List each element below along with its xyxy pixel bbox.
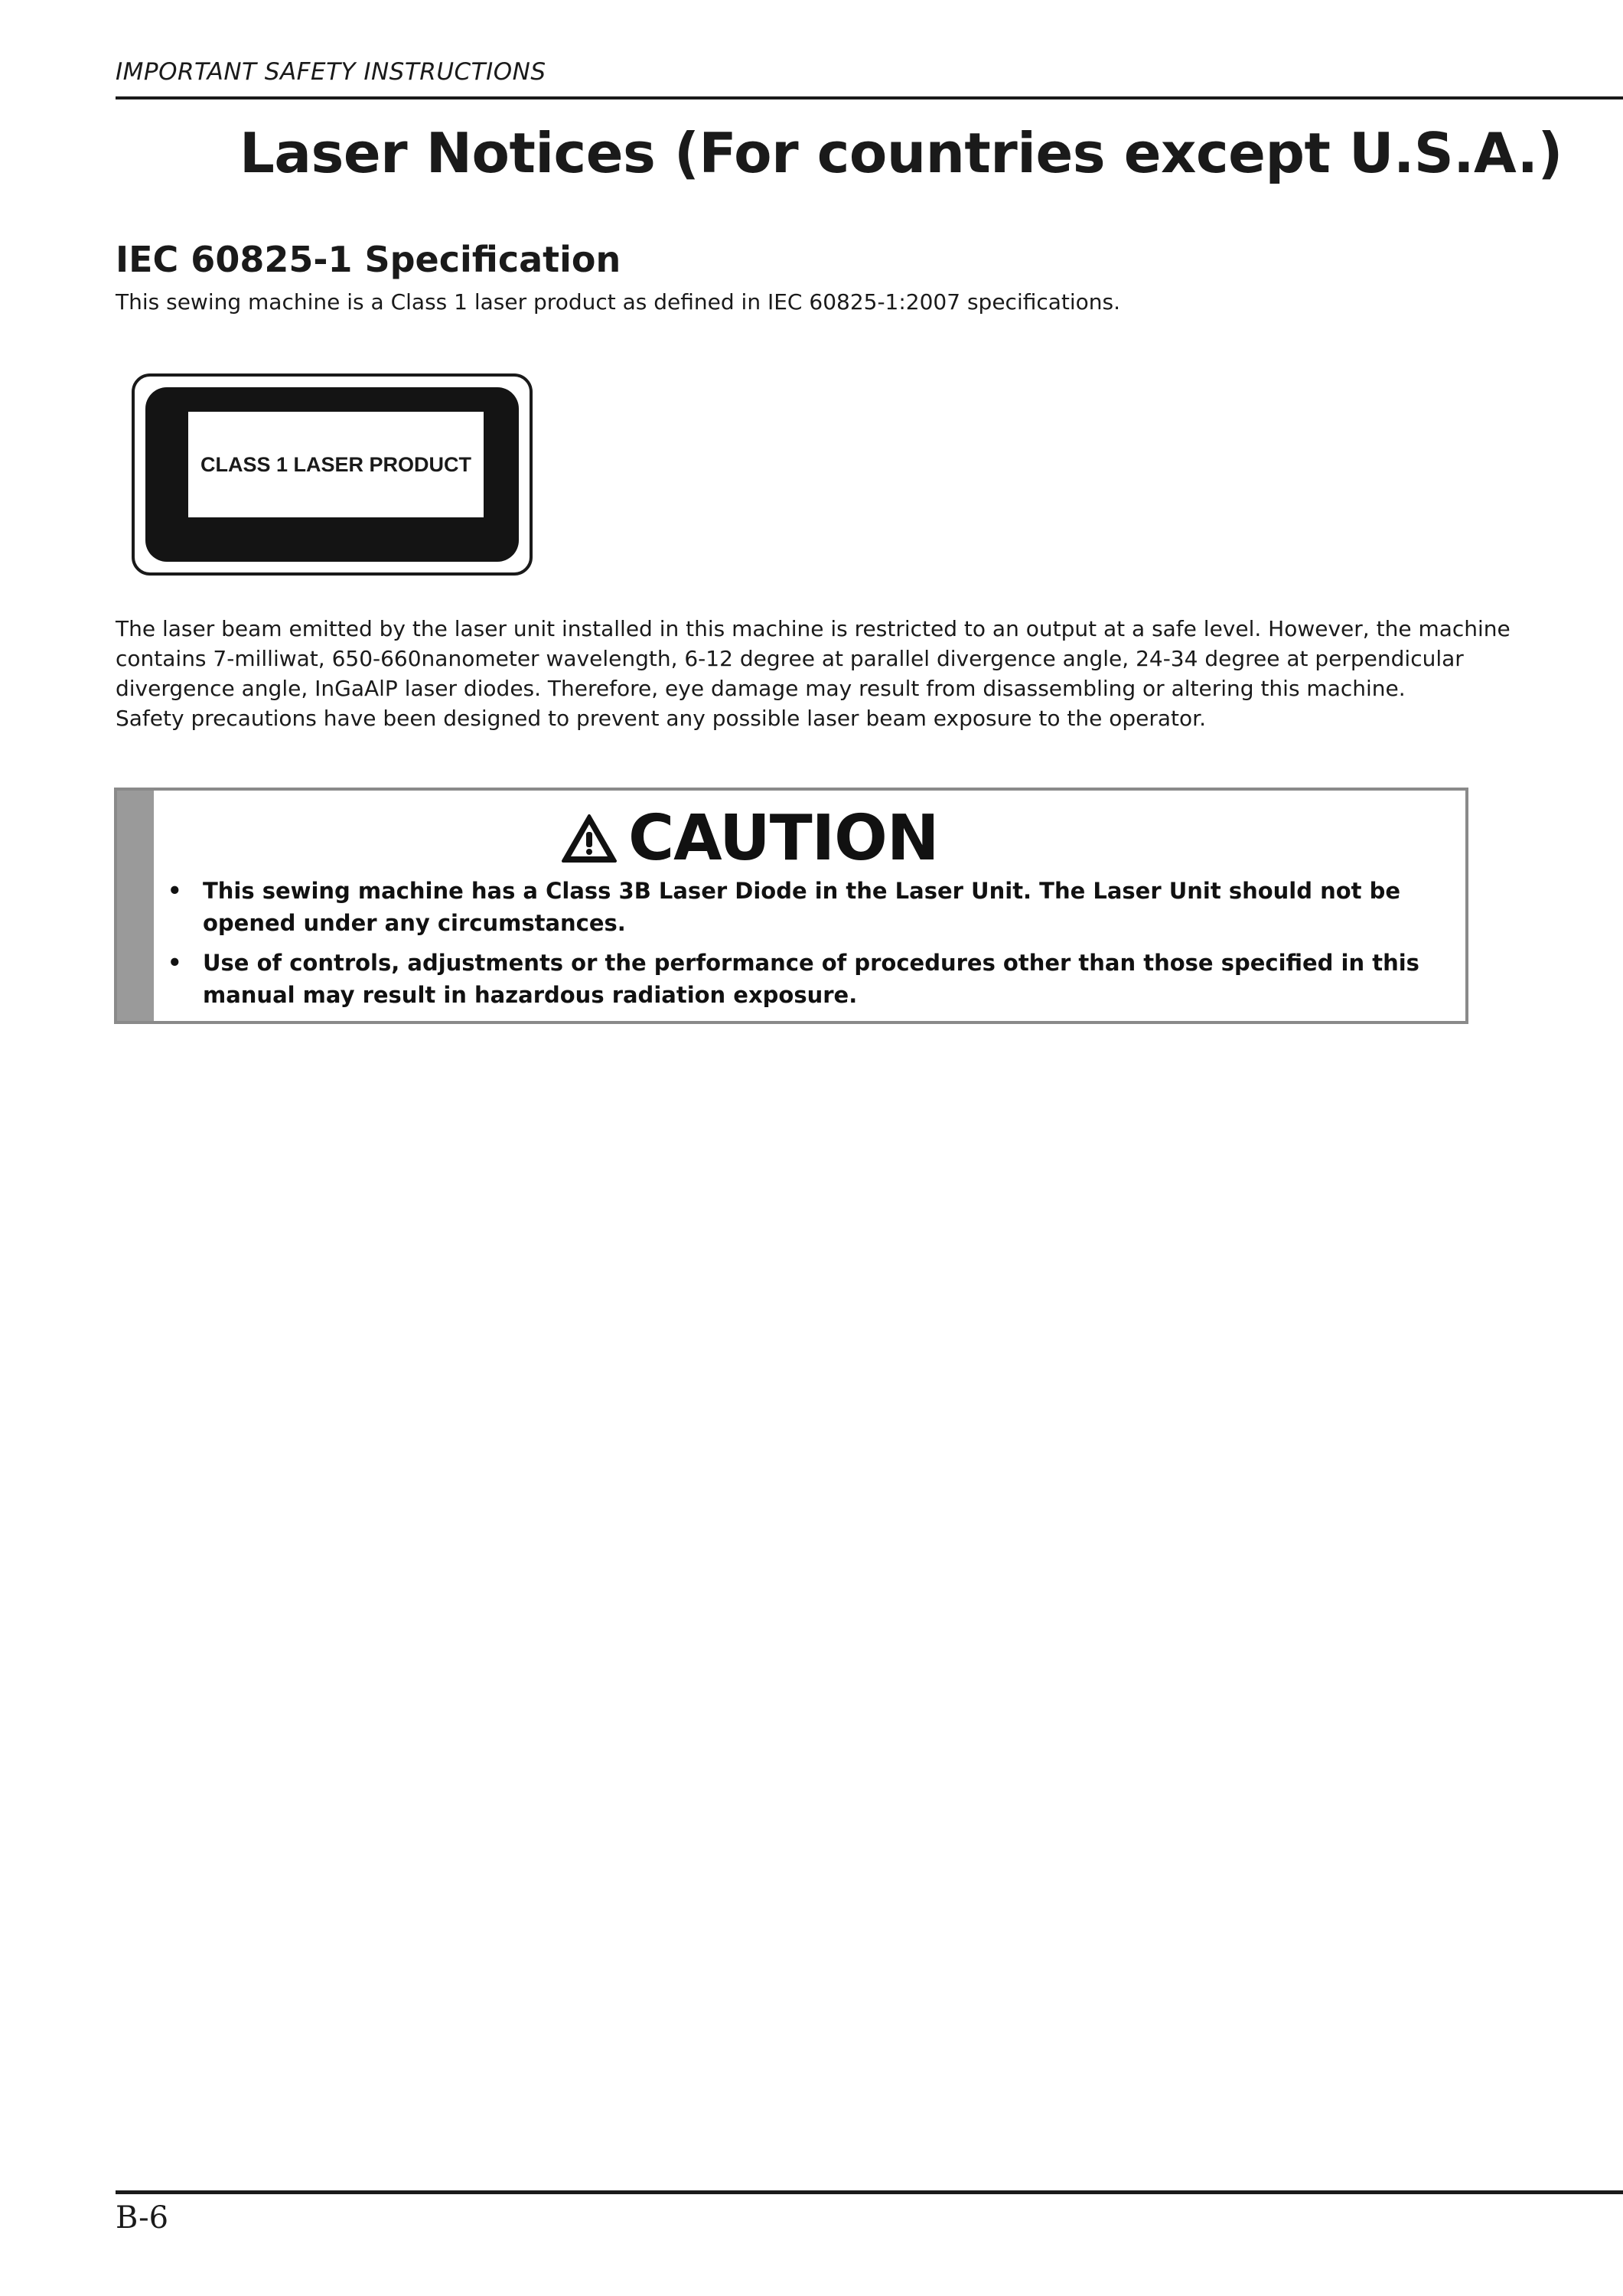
laser-description	[116, 614, 1554, 733]
laser-description-paragraph: The laser beam emitted by the laser unit installed in this machine is restricted to an output at a safe level. However, the machine contains 7-milliwat, 650-660nanometer wavelength, 6-12 degree at parallel divergence angle, 24-34 degree at perpendicular divergence angle, InGaAlP laser diodes. Therefore, eye damage may result from disassembling or altering this machine.	[116, 616, 1511, 701]
footer-rule	[116, 2190, 1623, 2194]
caution-title: CAUTION	[628, 802, 939, 875]
caution-list	[168, 875, 1445, 1019]
page-title: Laser Notices (For countries except U.S.A.)	[240, 121, 1563, 185]
section-intro: This sewing machine is a Class 1 laser product as defined in IEC 60825-1:2007 specifications.	[116, 289, 1121, 315]
running-header: IMPORTANT SAFETY INSTRUCTIONS	[116, 58, 546, 86]
caution-item	[168, 875, 1445, 939]
laser-description-paragraph: Safety precautions have been designed to prevent any possible laser beam exposure to the operator.	[116, 706, 1206, 731]
caution-item	[168, 947, 1445, 1011]
caution-box	[114, 788, 1468, 1024]
caution-item-text: This sewing machine has a Class 3B Laser Diode in the Laser Unit. The Laser Unit should not be opened under any circumstances.	[203, 878, 1401, 936]
caution-sidebar	[117, 791, 154, 1021]
section-heading: IEC 60825-1 Specification	[116, 239, 621, 280]
header-rule	[116, 96, 1623, 99]
bullet-icon: •	[168, 878, 182, 904]
laser-label-text: CLASS 1 LASER PRODUCT	[188, 412, 484, 517]
caution-item-text: Use of controls, adjustments or the performance of procedures other than those specified in this manual may result in hazardous radiation exposure.	[203, 950, 1419, 1008]
laser-label-band	[145, 387, 519, 562]
page-number: B-6	[116, 2200, 169, 2236]
caution-heading	[561, 802, 939, 875]
warning-triangle-icon	[561, 814, 618, 864]
class-1-laser-label	[132, 373, 533, 576]
bullet-icon: •	[168, 950, 182, 976]
